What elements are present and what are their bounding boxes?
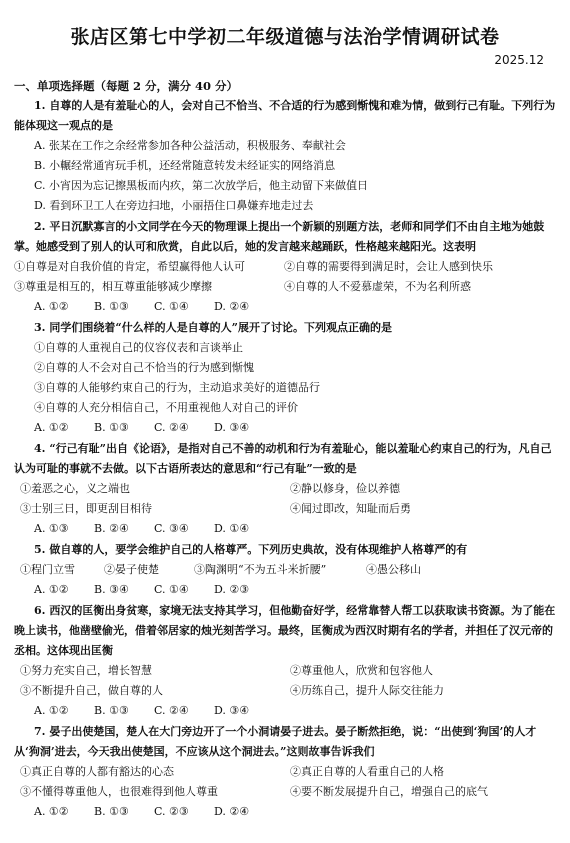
answer-c: C. ②③ xyxy=(154,805,189,818)
statement-row xyxy=(14,277,558,297)
statement-4: ④历练自己，提升人际交往能力 xyxy=(290,684,444,697)
statement-3: ③自尊的人能够约束自己的行为，主动追求美好的道德品行 xyxy=(34,381,320,394)
statement-1: ①自尊的人重视自己的仪容仪表和言谈举止 xyxy=(34,341,243,354)
answer-c: C. ②④ xyxy=(154,421,189,434)
answer-b: B. ①③ xyxy=(94,805,129,818)
choice-a: A. 张某在工作之余经常参加各种公益活动，积极服务、奉献社会 xyxy=(34,139,346,152)
question-stem: 7. 晏子出使楚国，楚人在大门旁边开了一个小洞请晏子进去。晏子断然拒绝，说：“出使到‘狗国’的人才从‘狗洞’进去，今天我出使楚国，不应该从这个洞进去。”这则故事告诉我们 xyxy=(14,725,537,758)
statement-row xyxy=(14,782,558,802)
answer-b: B. ②④ xyxy=(94,522,129,535)
statement-1: ①真正自尊的人都有豁达的心态 xyxy=(20,765,174,778)
statement-4: ④要不断发展提升自己，增强自己的底气 xyxy=(290,785,488,798)
answer-a: A. ①② xyxy=(34,704,69,717)
answer-d: D. ②③ xyxy=(214,583,250,596)
answer-d: D. ③④ xyxy=(214,421,250,434)
statement-1: ①努力充实自己，增长智慧 xyxy=(20,664,152,677)
statement-row xyxy=(14,661,558,681)
statement-4: ④愚公移山 xyxy=(366,563,421,576)
choice-d: D. 看到环卫工人在旁边扫地，小丽捂住口鼻嫌弃地走过去 xyxy=(34,199,314,212)
statement-1: ①自尊是对自我价值的肯定，希望赢得他人认可 xyxy=(14,260,245,273)
statement-3: ③尊重是相互的，相互尊重能够减少摩擦 xyxy=(14,280,212,293)
question-stem: 6. 西汉的匡衡出身贫寒，家境无法支持其学习，但他勤奋好学，经常靠替人帮工以获取读书资源。为了能在晚上读书，他凿壁偷光，借着邻居家的烛光刻苦学习。最终，匡衡成为西汉时期有名的学者，并担任了汉元帝的丞相。这体现出匡衡 xyxy=(14,604,556,657)
answer-c: C. ②④ xyxy=(154,704,189,717)
question-stem: 5. 做自尊的人，要学会维护自己的人格尊严。下列历史典故，没有体现维护人格尊严的有 xyxy=(34,543,468,556)
answer-b: B. ③④ xyxy=(94,583,129,596)
question-stem: 4. “行己有耻”出自《论语》，是指对自己不善的动机和行为有羞耻心，能以羞耻心约束自己的行为，凡自己认为可耻的事就不去做。以下古语所表达的意思和“行己有耻”一致的是 xyxy=(14,442,552,475)
answer-choices xyxy=(14,418,558,438)
page-title: 张店区第七中学初二年级道德与法治学情调研试卷 xyxy=(70,26,500,48)
answer-choices xyxy=(14,519,558,539)
choice-c: C. 小宵因为忘记擦黑板而内疚，第二次放学后，他主动留下来做值日 xyxy=(34,179,369,192)
statement-3: ③不懂得尊重他人，也很难得到他人尊重 xyxy=(20,785,218,798)
statement-1: ①羞恶之心，义之端也 xyxy=(20,482,130,495)
question-stem: 2. 平日沉默寡言的小文同学在今天的物理课上提出一个新颖的别题方法，老师和同学们不由自主地为她鼓掌。她感受到了别人的认可和欣赏，自此以后，她的发言越来越踊跃，性格越来越阳光。这表明 xyxy=(14,220,545,253)
statement-row xyxy=(14,560,558,580)
answer-c: C. ①④ xyxy=(154,583,189,596)
answer-a: A. ①② xyxy=(34,583,69,596)
question-stem: 3. 同学们围绕着“什么样的人是自尊的人”展开了讨论。下列观点正确的是 xyxy=(34,321,392,334)
question-7 xyxy=(14,722,558,822)
exam-content xyxy=(14,76,558,823)
answer-b: B. ①③ xyxy=(94,421,129,434)
statement-4: ④闻过即改，知耻而后勇 xyxy=(290,502,411,515)
statement-row xyxy=(14,257,558,277)
statement-3: ③不断提升自己，做自尊的人 xyxy=(20,684,163,697)
exam-date: 2025.12 xyxy=(494,53,544,67)
answer-d: D. ①④ xyxy=(214,522,250,535)
statement-2: ②自尊的人不会对自己不恰当的行为感到惭愧 xyxy=(34,361,254,374)
statement-3: ③陶渊明“不为五斗米折腰” xyxy=(194,563,327,576)
statement-row xyxy=(14,479,558,499)
statement-2: ②静以修身，俭以养德 xyxy=(290,482,400,495)
question-2 xyxy=(14,217,558,317)
statement-3: ③士别三日，即更刮目相待 xyxy=(20,502,152,515)
answer-c: C. ①④ xyxy=(154,300,189,313)
answer-choices xyxy=(14,297,558,317)
choice-b: B. 小輾经常通宵玩手机，还经常随意转发未经证实的网络消息 xyxy=(34,159,336,172)
answer-choices xyxy=(14,701,558,721)
answer-c: C. ③④ xyxy=(154,522,189,535)
question-6 xyxy=(14,601,558,721)
answer-d: D. ②④ xyxy=(214,300,250,313)
question-stem: 1. 自尊的人是有羞耻心的人，会对自己不恰当、不合适的行为感到惭愧和难为情，做到行己有耻。下列行为能体现这一观点的是 xyxy=(14,99,556,132)
statement-2: ②真正自尊的人看重自己的人格 xyxy=(290,765,444,778)
question-1 xyxy=(14,96,558,216)
answer-choices xyxy=(14,802,558,822)
question-3 xyxy=(14,318,558,438)
statement-4: ④自尊的人不爱慕虚荣，不为名利所惑 xyxy=(284,280,471,293)
answer-a: A. ①③ xyxy=(34,522,69,535)
question-5 xyxy=(14,540,558,600)
answer-d: D. ②④ xyxy=(214,805,250,818)
answer-a: A. ①② xyxy=(34,300,69,313)
answer-choices xyxy=(14,580,558,600)
answer-b: B. ①③ xyxy=(94,704,129,717)
answer-a: A. ①② xyxy=(34,421,69,434)
question-4 xyxy=(14,439,558,539)
answer-b: B. ①③ xyxy=(94,300,129,313)
answer-a: A. ①② xyxy=(34,805,69,818)
answer-d: D. ③④ xyxy=(214,704,250,717)
statement-2: ②自尊的需要得到满足时，会让人感到快乐 xyxy=(284,260,493,273)
statement-4: ④自尊的人充分相信自己，不用重视他人对自己的评价 xyxy=(34,401,298,414)
statement-row xyxy=(14,499,558,519)
statement-row xyxy=(14,681,558,701)
statement-row xyxy=(14,762,558,782)
statement-2: ②尊重他人，欣赏和包容他人 xyxy=(290,664,433,677)
section-heading: 一、单项选择题（每题 2 分，满分 40 分） xyxy=(14,79,239,93)
statement-1: ①程门立雪 xyxy=(20,563,75,576)
statement-2: ②晏子使楚 xyxy=(104,563,159,576)
